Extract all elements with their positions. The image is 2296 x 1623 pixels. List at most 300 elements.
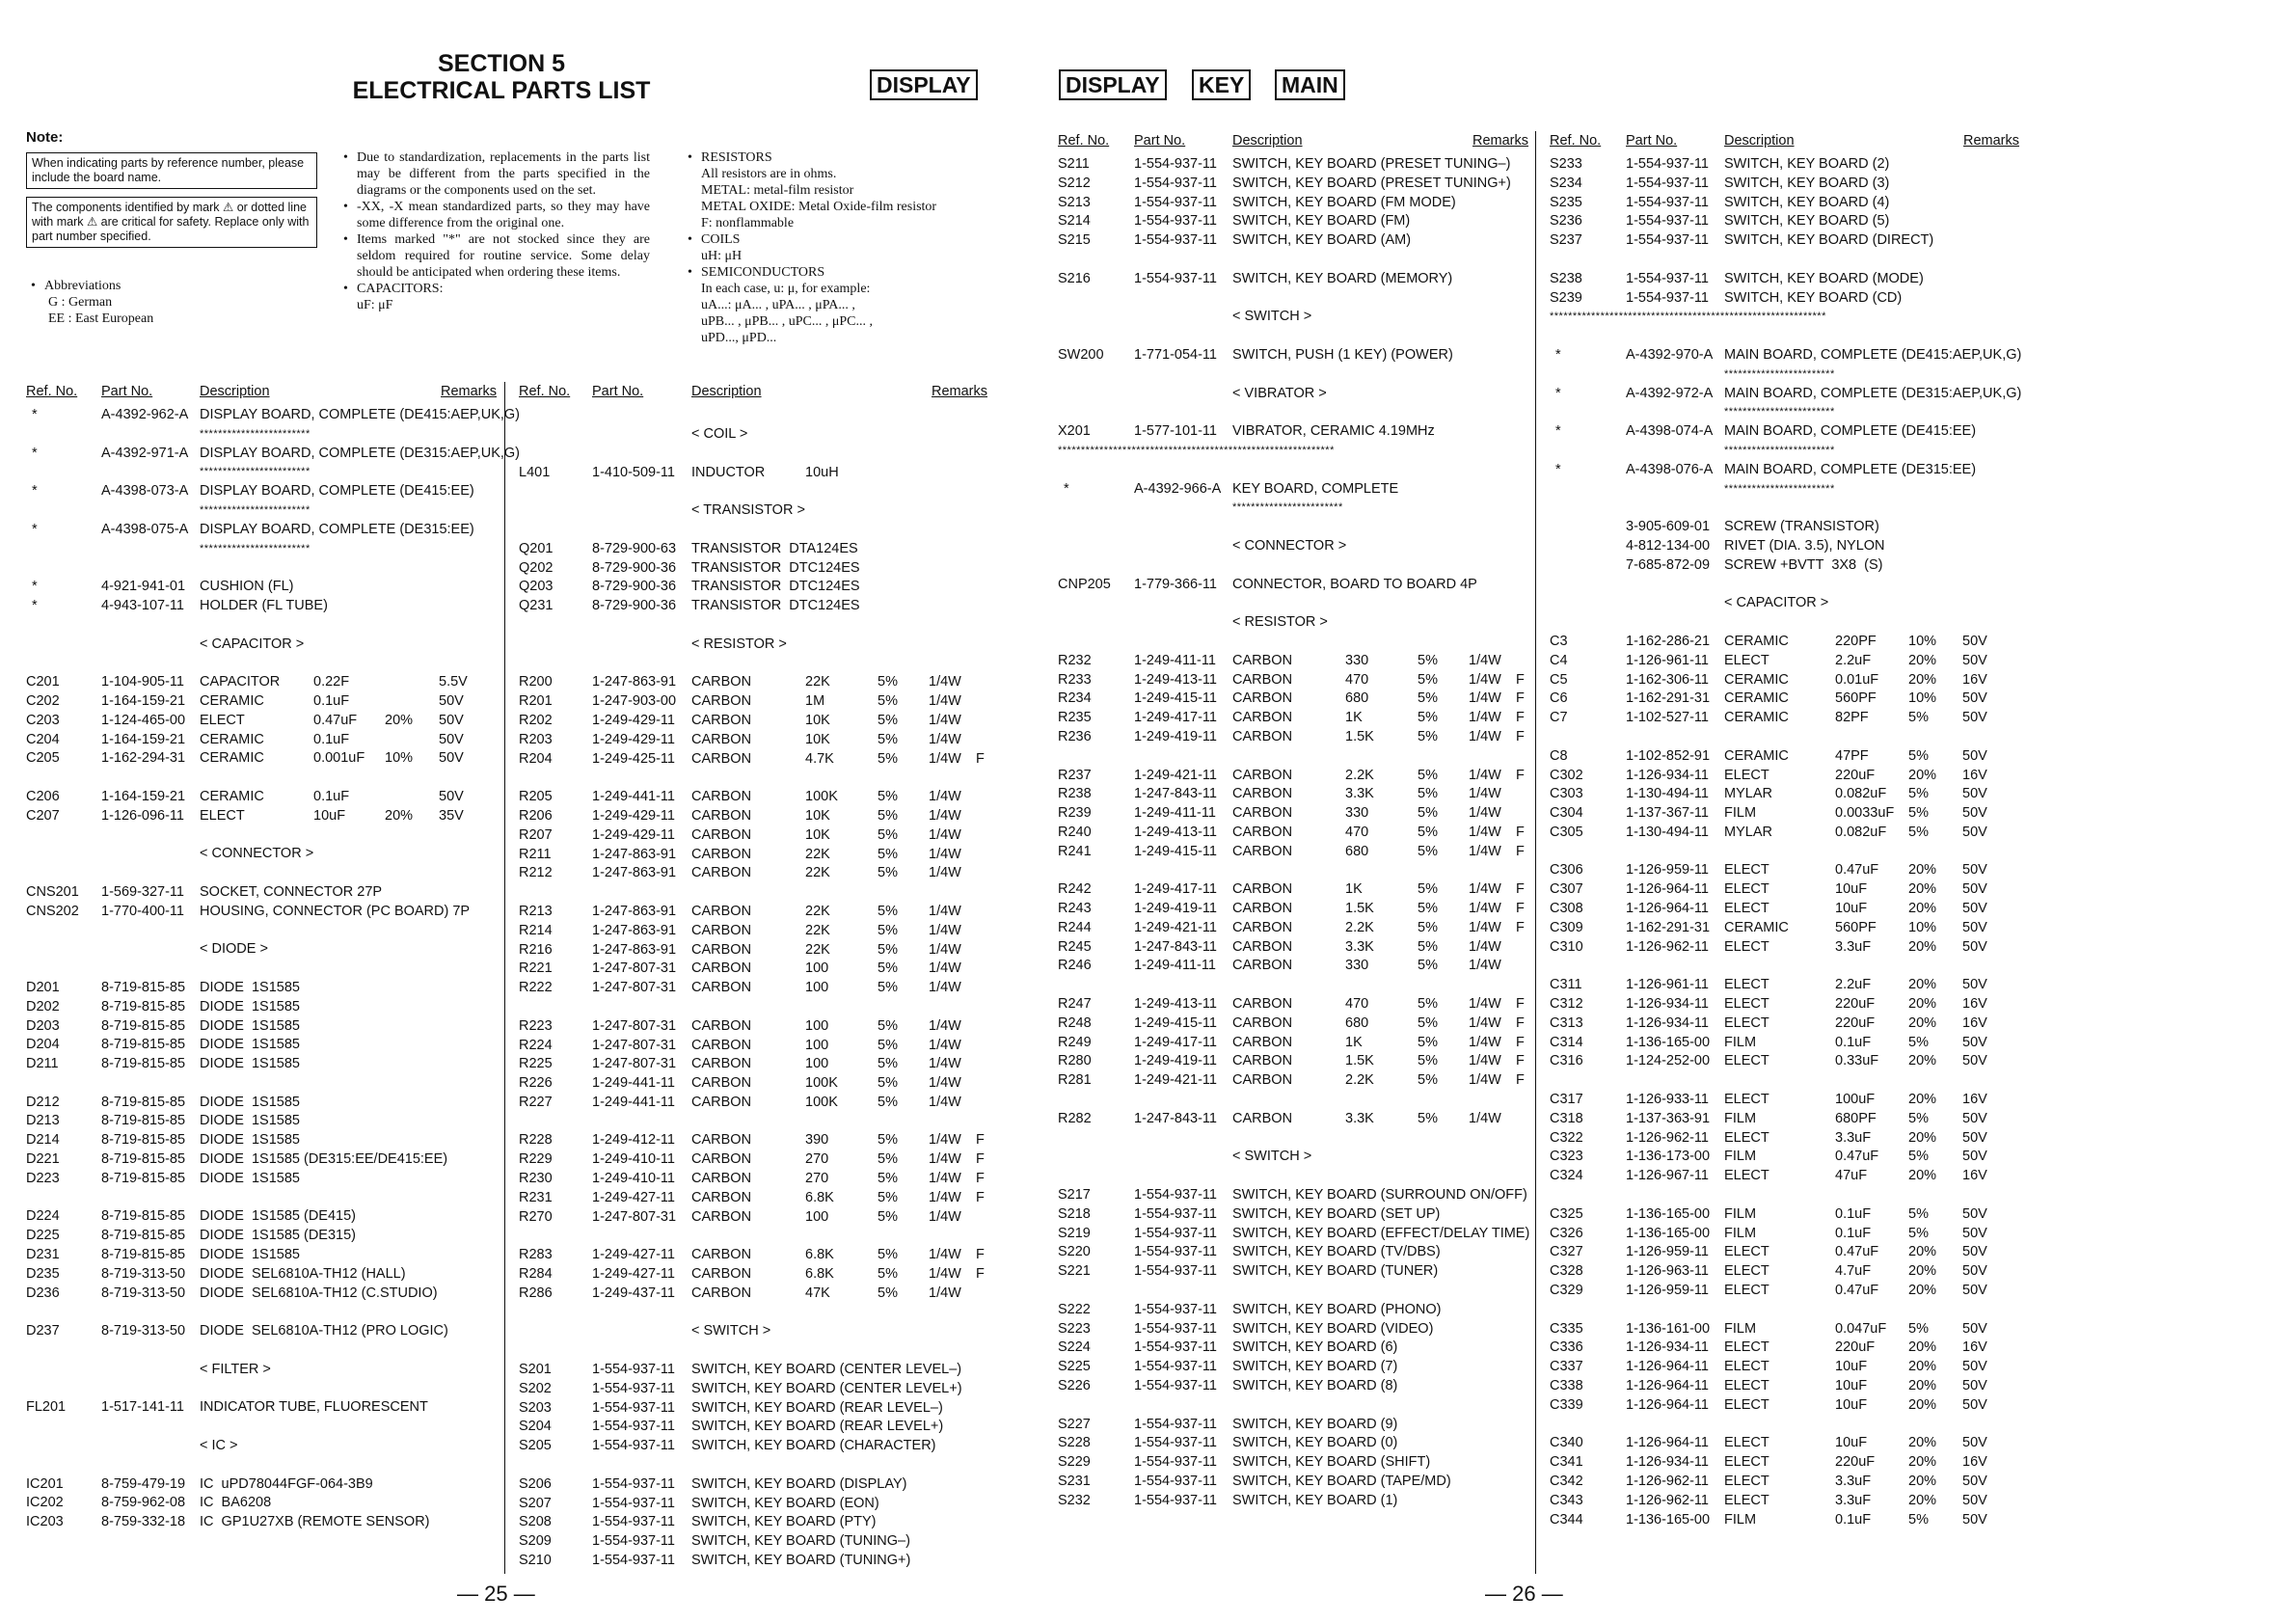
value: 220uF (1835, 767, 1876, 783)
value: 4.7uF (1835, 1263, 1872, 1280)
parts-row (519, 1380, 1001, 1399)
parts-row (1550, 861, 2032, 880)
parts-row (1550, 1148, 2032, 1167)
parts-row (26, 903, 499, 922)
remarks: F (1516, 901, 1525, 917)
value: 2.2K (1345, 767, 1374, 783)
rating: 50V (439, 750, 464, 767)
part-no: 8-719-313-50 (101, 1323, 186, 1339)
col1-header-ref: Ref. No. (26, 384, 78, 399)
part-no: 1-126-934-11 (1626, 1454, 1709, 1471)
value: 1.5K (1345, 728, 1374, 744)
parts-row (1058, 1243, 1530, 1262)
remarks: F (1516, 843, 1525, 859)
description: CARBON (1232, 1053, 1293, 1069)
parts-row (519, 1208, 1001, 1228)
ref-no: D223 (26, 1170, 60, 1186)
parts-row (26, 807, 499, 826)
tag-display-right: DISPLAY (1059, 69, 1167, 100)
col4-header-part: Part No. (1626, 133, 1678, 149)
ref-no: C343 (1550, 1492, 1583, 1508)
part-no: 1-137-367-11 (1626, 805, 1709, 822)
tolerance: 20% (1908, 862, 1937, 879)
parts-row (519, 1265, 1001, 1285)
asterisk-line: ************************ (200, 542, 311, 555)
part-no: 1-554-937-11 (592, 1438, 675, 1454)
parts-column-2 (519, 425, 1001, 1571)
value: 330 (1345, 652, 1369, 668)
rating: 1/4W (929, 1132, 961, 1149)
parts-row (519, 578, 1001, 597)
ref-no: C314 (1550, 1034, 1583, 1050)
value: 100 (805, 960, 829, 977)
description: SWITCH, KEY BOARD (TUNER) (1232, 1263, 1439, 1280)
description: MAIN BOARD, COMPLETE (DE415:EE) (1724, 423, 1977, 440)
parts-row (26, 445, 520, 464)
parts-row (1058, 1052, 1530, 1071)
ref-no: S202 (519, 1380, 552, 1396)
parts-row (1058, 499, 1530, 518)
col3-header-ref: Ref. No. (1058, 133, 1110, 149)
ref-no: IC201 (26, 1475, 64, 1492)
ref-no: S218 (1058, 1205, 1091, 1222)
tolerance: 20% (1908, 1454, 1937, 1471)
tolerance: 5% (878, 1266, 898, 1283)
parts-row (519, 1513, 1001, 1532)
tag-main: MAIN (1275, 69, 1345, 100)
description: CARBON (1232, 786, 1293, 802)
value: 47PF (1835, 747, 1869, 764)
ref-no: S205 (519, 1438, 552, 1454)
ref-no: S220 (1058, 1244, 1091, 1260)
parts-row (519, 1017, 1001, 1037)
value: 100 (805, 1208, 829, 1225)
parts-row (26, 769, 499, 788)
parts-row (1058, 175, 1530, 194)
ref-no: R223 (519, 1017, 553, 1034)
ref-no: C342 (1550, 1473, 1583, 1489)
rating: 1/4W (1469, 1110, 1501, 1126)
tolerance: 5% (1908, 1149, 1929, 1165)
part-no: 8-719-815-85 (101, 998, 186, 1014)
ref-no: * (1064, 480, 1069, 497)
page-number-left: — 25 — (457, 1582, 535, 1606)
value: 0.001uF (313, 750, 365, 767)
parts-row (26, 1380, 499, 1399)
ref-no: C310 (1550, 938, 1583, 955)
ref-no: S221 (1058, 1263, 1091, 1280)
description: MYLAR (1724, 786, 1772, 802)
parts-row (1550, 900, 2032, 919)
description: CERAMIC (1724, 710, 1789, 726)
rating: 1/4W (1469, 690, 1501, 707)
parts-row (26, 654, 499, 673)
description: CARBON (691, 903, 752, 919)
tolerance: 5% (878, 1208, 898, 1225)
description: CARBON (691, 1075, 752, 1092)
rating: 1/4W (929, 1017, 961, 1034)
rating: 16V (1962, 1014, 1987, 1031)
parts-row (26, 1265, 499, 1285)
separator-left (504, 382, 505, 1574)
ref-no: R248 (1058, 1014, 1092, 1031)
ref-no: * (32, 579, 38, 595)
parts-row (1058, 1377, 1530, 1396)
remarks: F (1516, 690, 1525, 707)
parts-row (26, 1207, 499, 1227)
ref-no: D201 (26, 979, 60, 995)
parts-row (1058, 1492, 1530, 1511)
rating: 1/4W (1469, 786, 1501, 802)
tolerance: 5% (878, 674, 898, 690)
description: SWITCH, KEY BOARD (TUNING+) (691, 1553, 911, 1569)
tolerance: 5% (1908, 824, 1929, 840)
description: ELECT (1724, 1092, 1769, 1108)
value: 0.1uF (1835, 1225, 1872, 1241)
part-no: A-4398-076-A (1626, 461, 1714, 477)
rating: 1/4W (929, 807, 961, 824)
tolerance: 5% (1908, 1034, 1929, 1050)
ref-no: Q231 (519, 598, 554, 614)
part-no: 1-247-863-91 (592, 865, 677, 881)
value: 1.5K (1345, 901, 1374, 917)
col2-header-part: Part No. (592, 384, 644, 399)
parts-row (1058, 385, 1530, 404)
value: 3.3K (1345, 938, 1374, 955)
parts-row (519, 1475, 1001, 1495)
part-no: 1-137-363-91 (1626, 1110, 1711, 1126)
part-no: 1-104-905-11 (101, 674, 184, 690)
rating: 1/4W (929, 731, 961, 747)
part-no: 1-249-441-11 (592, 1075, 675, 1092)
parts-row (1058, 633, 1530, 652)
abbreviations (31, 278, 272, 327)
value: 0.01uF (1835, 671, 1879, 688)
part-no: 1-554-937-11 (1134, 1263, 1217, 1280)
rating: 1/4W (929, 960, 961, 977)
value: 10K (805, 826, 830, 843)
parts-row (519, 960, 1001, 979)
rating: 50V (1962, 1053, 1987, 1069)
value: 270 (805, 1151, 829, 1168)
ref-no: D235 (26, 1265, 60, 1282)
ref-no: C302 (1550, 767, 1583, 783)
remarks: F (1516, 1072, 1525, 1089)
ref-no: C8 (1550, 747, 1568, 764)
parts-row (1058, 1205, 1530, 1225)
description: KEY BOARD, COMPLETE (1232, 480, 1399, 497)
rating: 1/4W (1469, 710, 1501, 726)
part-no: 1-162-286-21 (1626, 633, 1711, 649)
part-no: 1-130-494-11 (1626, 786, 1709, 802)
parts-row (1058, 231, 1530, 251)
parts-row (1058, 785, 1530, 804)
description: CARBON (1232, 958, 1293, 974)
ref-no: S206 (519, 1475, 552, 1492)
rating: 1/4W (929, 750, 961, 767)
description: ELECT (1724, 1378, 1769, 1393)
note-coils: • COILS (701, 231, 996, 248)
ref-no: R212 (519, 865, 553, 881)
ref-no: C207 (26, 807, 60, 824)
description: CARBON (1232, 805, 1293, 822)
remarks: F (1516, 824, 1525, 840)
description: SWITCH, KEY BOARD (TAPE/MD) (1232, 1473, 1451, 1489)
part-no: 1-247-903-00 (592, 693, 677, 710)
parts-row (1058, 804, 1530, 824)
part-no: 8-759-962-08 (101, 1495, 186, 1511)
col1-header-desc: Description (200, 384, 270, 399)
ref-no: D203 (26, 1017, 60, 1034)
ref-no: R211 (519, 846, 552, 862)
ref-no: S216 (1058, 270, 1091, 286)
description: DISPLAY BOARD, COMPLETE (DE415:AEP,UK,G) (200, 407, 520, 422)
parts-row (1058, 938, 1530, 958)
rating: 1/4W (929, 865, 961, 881)
description: INDUCTOR (691, 464, 766, 480)
parts-row (1058, 1034, 1530, 1053)
parts-row (519, 1437, 1001, 1456)
ref-no: * (1555, 423, 1561, 440)
parts-row (1550, 843, 2032, 862)
parts-row (1058, 861, 1530, 880)
parts-row (1550, 175, 2032, 194)
note-coils-a: uH: μH (701, 249, 743, 263)
description: CARBON (691, 980, 752, 996)
part-no: 1-554-937-11 (1134, 1205, 1217, 1222)
ref-no: S213 (1058, 194, 1091, 210)
description: SWITCH, KEY BOARD (7) (1232, 1359, 1398, 1375)
description: VIBRATOR, CERAMIC 4.19MHz (1232, 423, 1435, 440)
description: SWITCH, KEY BOARD (VIDEO) (1232, 1320, 1434, 1337)
part-no: 1-249-411-11 (1134, 805, 1216, 822)
tolerance: 5% (1418, 710, 1438, 726)
part-no: 1-554-937-11 (1134, 194, 1217, 210)
description: FILM (1724, 1205, 1757, 1222)
description: CARBON (1232, 728, 1293, 744)
part-no: A-4392-971-A (101, 445, 189, 461)
parts-row (26, 749, 499, 769)
parts-row (1058, 1358, 1530, 1377)
part-no: 4-943-107-11 (101, 597, 184, 613)
tolerance: 5% (1418, 690, 1438, 707)
description: CARBON (691, 941, 752, 958)
part-no: A-4398-073-A (101, 483, 189, 500)
rating: 1/4W (929, 693, 961, 710)
part-no: 1-554-937-11 (592, 1475, 675, 1492)
parts-row (519, 1037, 1001, 1056)
rating: 1/4W (929, 1266, 961, 1283)
description: CARBON (691, 750, 752, 767)
parts-row (26, 578, 499, 597)
asterisk-line: ************************ (1232, 501, 1343, 514)
abbr-g: G : German (48, 295, 113, 310)
part-no: A-4392-970-A (1626, 346, 1714, 363)
part-no: 1-249-421-11 (1134, 919, 1217, 935)
ref-no: R249 (1058, 1034, 1092, 1050)
asterisk-line: ************************ (1724, 444, 1835, 456)
ref-no: S224 (1058, 1339, 1091, 1356)
parts-row (1550, 671, 2032, 690)
parts-row (1058, 365, 1530, 385)
ref-no: C5 (1550, 671, 1568, 688)
part-no: 8-719-815-85 (101, 1094, 186, 1110)
part-no: 8-729-900-63 (592, 540, 677, 556)
part-no: 1-164-159-21 (101, 731, 186, 747)
ref-no: S203 (519, 1399, 552, 1416)
rating: 1/4W (1469, 919, 1501, 935)
parts-row (1550, 251, 2032, 270)
parts-row (1550, 1167, 2032, 1186)
parts-row (26, 521, 499, 540)
part-no: 1-247-863-91 (592, 903, 677, 919)
rating: 1/4W (1469, 1034, 1501, 1050)
part-no: 1-554-937-11 (1134, 1454, 1217, 1471)
parts-row (1550, 270, 2032, 289)
rating: 50V (1962, 1378, 1987, 1393)
part-no: 8-719-815-85 (101, 1151, 186, 1168)
parts-row (1058, 843, 1530, 862)
parts-row (519, 826, 1001, 846)
parts-row (1058, 308, 1530, 327)
value: 10uF (1835, 881, 1868, 898)
tolerance: 10% (1908, 919, 1937, 935)
description: CARBON (691, 1208, 752, 1225)
value: 10K (805, 731, 830, 747)
ref-no: C313 (1550, 1014, 1583, 1031)
tolerance: 5% (878, 1037, 898, 1053)
part-no: 1-249-410-11 (592, 1151, 675, 1168)
parts-row (1058, 824, 1530, 843)
value: 100K (805, 1075, 838, 1092)
parts-row (26, 482, 499, 501)
parts-row (519, 788, 1001, 807)
parts-row (26, 922, 499, 941)
tolerance: 20% (1908, 1492, 1937, 1508)
asterisk-line: ************************ (200, 466, 311, 478)
parts-row (519, 864, 1001, 883)
col2-header-desc: Description (691, 384, 762, 399)
value: 680PF (1835, 1110, 1877, 1126)
parts-row (1550, 289, 2032, 309)
part-no: 1-126-961-11 (1626, 652, 1709, 668)
part-no: 8-719-815-85 (101, 1037, 186, 1053)
part-no: 1-247-843-11 (1134, 938, 1217, 955)
part-no: 1-577-101-11 (1134, 423, 1217, 440)
tolerance: 20% (1908, 1283, 1937, 1299)
ref-no: D231 (26, 1247, 60, 1263)
parts-row (519, 1113, 1001, 1132)
rating: 1/4W (929, 1094, 961, 1110)
part-no: 1-249-419-11 (1134, 901, 1217, 917)
description: SWITCH, KEY BOARD (SET UP) (1232, 1205, 1441, 1222)
parts-row (1058, 1071, 1530, 1091)
ref-no: C202 (26, 692, 60, 709)
parts-row (1550, 518, 2032, 537)
ref-no: C327 (1550, 1244, 1583, 1260)
description: SWITCH, KEY BOARD (AM) (1232, 232, 1412, 249)
part-no: 1-554-937-11 (592, 1362, 675, 1378)
ref-no: C305 (1550, 824, 1583, 840)
tolerance: 20% (1908, 767, 1937, 783)
ref-no: C322 (1550, 1129, 1583, 1146)
value: 0.1uF (313, 692, 350, 709)
parts-row (1550, 1091, 2032, 1110)
description: SWITCH, KEY BOARD (MEMORY) (1232, 270, 1453, 286)
rating: 50V (1962, 1511, 1987, 1528)
ref-no: R242 (1058, 881, 1092, 898)
value: 330 (1345, 958, 1369, 974)
parts-row (1550, 480, 2032, 500)
parts-row (1058, 270, 1530, 289)
part-no: 1-136-165-00 (1626, 1205, 1711, 1222)
part-no: 1-517-141-11 (101, 1399, 184, 1416)
description: DIODE 1S1585 (200, 1017, 300, 1034)
parts-row (1550, 633, 2032, 652)
parts-row (26, 826, 499, 846)
rating: 1/4W (929, 1171, 961, 1187)
remarks: F (976, 1247, 985, 1263)
parts-row (1058, 900, 1530, 919)
description: CARBON (1232, 652, 1293, 668)
parts-row (519, 1495, 1001, 1514)
ref-no: C341 (1550, 1454, 1583, 1471)
tolerance: 5% (1418, 1034, 1438, 1050)
part-no: 1-126-964-11 (1626, 1435, 1709, 1451)
rating: 16V (1962, 1092, 1987, 1108)
ref-no: C204 (26, 731, 60, 747)
description: CARBON (1232, 1072, 1293, 1089)
description: CARBON (691, 1189, 752, 1205)
parts-row (1058, 1301, 1530, 1320)
part-no: 1-249-429-11 (592, 712, 675, 728)
part-no: 8-719-815-85 (101, 1113, 186, 1129)
ref-no: S223 (1058, 1320, 1091, 1337)
parts-row (26, 1303, 499, 1322)
parts-row (519, 1074, 1001, 1094)
part-no: 1-247-863-91 (592, 941, 677, 958)
parts-row (1058, 1129, 1530, 1149)
parts-row (1550, 594, 2032, 613)
part-no: 1-162-294-31 (101, 750, 186, 767)
ref-no: D213 (26, 1113, 60, 1129)
ref-no: R200 (519, 674, 553, 690)
asterisk-line: ************************************************************ (1550, 311, 1826, 323)
tolerance: 20% (1908, 1473, 1937, 1489)
ref-no: R222 (519, 980, 553, 996)
parts-row (519, 883, 1001, 903)
description: DIODE SEL6810A-TH12 (C.STUDIO) (200, 1285, 438, 1301)
parts-row (519, 1170, 1001, 1189)
ref-no: R233 (1058, 671, 1092, 688)
note-semi-b: uA...: μA... , uPA... , μPA... , (701, 298, 855, 312)
parts-row (1550, 995, 2032, 1014)
description: < SWITCH > (1232, 1149, 1312, 1165)
part-no: 1-136-165-00 (1626, 1225, 1711, 1241)
rating: 50V (439, 788, 464, 804)
ref-no: C316 (1550, 1053, 1583, 1069)
part-no: 1-136-173-00 (1626, 1149, 1711, 1165)
description: SWITCH, KEY BOARD (3) (1724, 175, 1890, 191)
part-no: 1-126-933-11 (1626, 1092, 1709, 1108)
description: < RESISTOR > (1232, 614, 1328, 631)
rating: 50V (1962, 1110, 1987, 1126)
rating: 50V (1962, 938, 1987, 955)
part-no: 1-247-843-11 (1134, 1110, 1217, 1126)
col4-header-ref: Ref. No. (1550, 133, 1602, 149)
rating: 35V (439, 807, 464, 824)
part-no: 1-554-937-11 (1134, 1225, 1217, 1241)
